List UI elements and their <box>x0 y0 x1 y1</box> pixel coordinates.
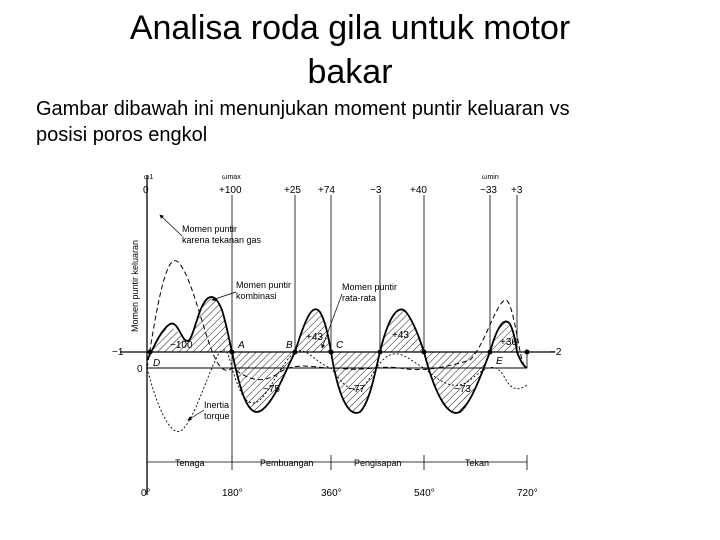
mean-torque-label: rata-rata <box>342 293 377 303</box>
area-value: +43 <box>392 330 409 341</box>
title-line-1: Analisa roda gila untuk motor <box>129 9 571 47</box>
crank-angle-label: 540° <box>414 488 435 499</box>
gas-label-arrow <box>160 215 182 236</box>
left-value-mean: −1 <box>112 347 124 358</box>
crank-angle-label: 360° <box>321 488 342 499</box>
top-values <box>143 185 523 196</box>
top-value: +74 <box>318 185 335 196</box>
omega-1-marker: ω1 <box>144 174 154 181</box>
crank-angle-label: 0° <box>141 488 151 499</box>
point-e-label: E <box>496 356 503 367</box>
top-value: +100 <box>219 185 242 196</box>
left-value-zero: 0 <box>137 364 143 375</box>
gas-torque-label: Momen puntir <box>182 224 238 234</box>
area-value: −73 <box>454 384 471 395</box>
inertia-torque-label: Inertia <box>204 400 230 410</box>
point-d-label: D <box>153 358 161 369</box>
phase-label: Pembuangan <box>260 458 314 468</box>
top-value: −33 <box>480 185 497 196</box>
right-value: −2 <box>550 347 562 358</box>
gas-torque-label: karena tekanan gas <box>182 235 262 245</box>
top-value: −3 <box>370 185 382 196</box>
combined-torque-label: kombinasi <box>236 291 277 301</box>
area-value: −75 <box>263 384 280 395</box>
subtitle-line-1: Gambar dibawah ini menunjukan moment puntir keluaran vs <box>36 98 570 120</box>
crank-angle-label: 180° <box>222 488 243 499</box>
subtitle-line-2: posisi poros engkol <box>36 124 208 146</box>
hatched-areas <box>150 296 517 413</box>
y-axis-label: Momen puntir keluaran <box>130 239 140 332</box>
top-value: 0 <box>143 185 149 196</box>
area-value: −77 <box>348 384 365 395</box>
crank-angle-label: 720° <box>517 488 538 499</box>
omega-min-marker: ωmin <box>482 174 499 181</box>
inertia-label-arrow <box>188 410 204 420</box>
title-line-2: bakar <box>307 53 393 91</box>
area-value: −100 <box>170 340 193 351</box>
phase-label: Tenaga <box>175 458 205 468</box>
top-value: +3 <box>511 185 523 196</box>
point-c-label: C <box>336 340 344 351</box>
mean-torque-label: Momen puntir <box>342 282 398 292</box>
omega-max-marker: ωmax <box>222 174 241 181</box>
area-value: +36 <box>500 337 517 348</box>
phase-label: Pengisapan <box>354 458 402 468</box>
inertia-torque-label: torque <box>204 411 230 421</box>
phase-label: Tekan <box>465 458 490 468</box>
point-b-label: B <box>286 340 293 351</box>
combined-torque-label: Momen puntir <box>236 280 292 290</box>
area-value: +43 <box>306 332 323 343</box>
point-a-label: A <box>238 340 245 351</box>
vertical-markers <box>232 195 527 458</box>
top-value: +25 <box>284 185 301 196</box>
top-value: +40 <box>410 185 427 196</box>
